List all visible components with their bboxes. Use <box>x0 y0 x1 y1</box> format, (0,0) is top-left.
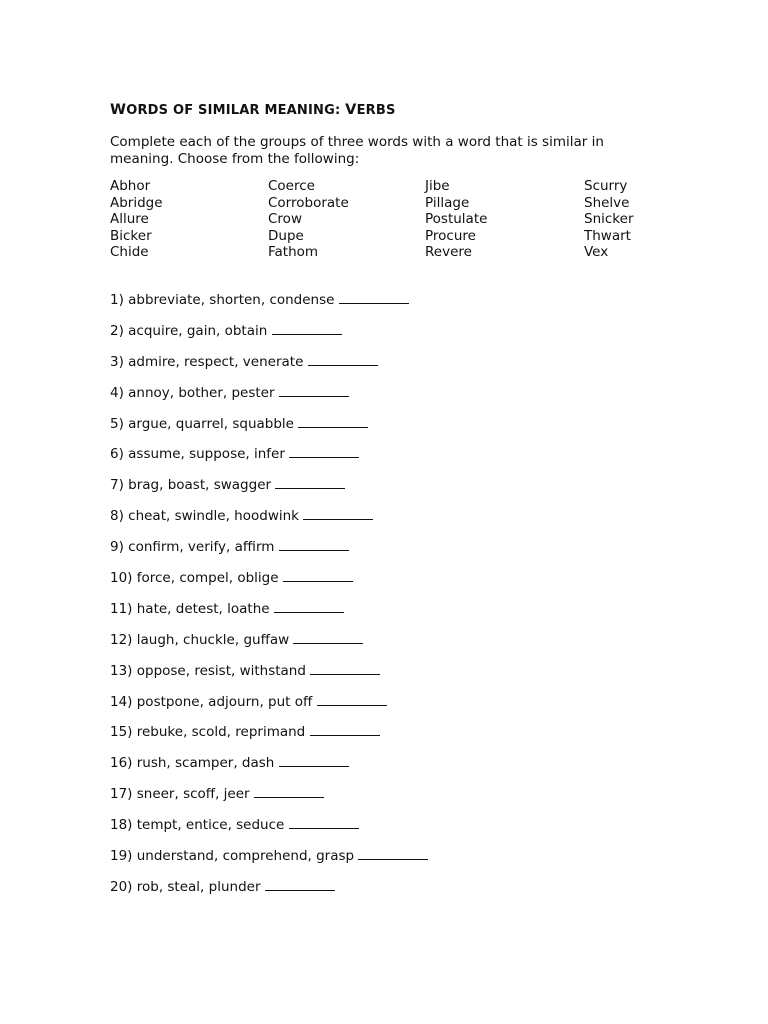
word-bank-word: Revere <box>425 244 472 260</box>
question-text: 17) sneer, scoff, jeer <box>110 786 250 803</box>
question-text: 13) oppose, resist, withstand <box>110 662 306 679</box>
question-text: 9) confirm, verify, affirm <box>110 539 275 556</box>
answer-blank[interactable] <box>308 353 378 366</box>
word-bank-word: Vex <box>584 244 609 260</box>
word-bank-word: Abridge <box>110 194 163 211</box>
question-text: 10) force, compel, oblige <box>110 570 279 587</box>
question-item <box>110 878 428 909</box>
question-item <box>110 384 428 415</box>
word-bank <box>110 178 670 263</box>
answer-blank[interactable] <box>289 445 359 458</box>
word-bank-word: Dupe <box>268 227 304 244</box>
answer-blank[interactable] <box>317 693 387 706</box>
word-bank-word: Postulate <box>425 211 488 227</box>
question-item <box>110 538 428 569</box>
question-item <box>110 291 428 322</box>
question-item <box>110 816 428 847</box>
word-bank-word: Procure <box>425 227 476 244</box>
answer-blank[interactable] <box>283 569 353 582</box>
answer-blank[interactable] <box>310 723 380 736</box>
question-item <box>110 662 428 693</box>
title-initial-w: W <box>110 102 127 118</box>
word-bank-column-3 <box>425 178 487 261</box>
word-bank-word: Thwart <box>584 227 631 244</box>
question-text: 2) acquire, gain, obtain <box>110 322 268 339</box>
question-item <box>110 631 428 662</box>
answer-blank[interactable] <box>293 631 363 644</box>
answer-blank[interactable] <box>303 507 373 520</box>
word-bank-word: Shelve <box>584 194 630 211</box>
question-item <box>110 353 428 384</box>
word-bank-word: Snicker <box>584 211 634 227</box>
word-bank-word: Crow <box>268 211 302 227</box>
answer-blank[interactable] <box>310 662 380 675</box>
title-text-part2: ERBS <box>356 103 396 118</box>
answer-blank[interactable] <box>279 754 349 767</box>
word-bank-column-2 <box>268 178 349 261</box>
question-item <box>110 785 428 816</box>
question-text: 11) hate, detest, loathe <box>110 600 270 617</box>
answer-blank[interactable] <box>272 322 342 335</box>
word-bank-word: Bicker <box>110 227 152 244</box>
question-item <box>110 507 428 538</box>
word-bank-column-4 <box>584 178 634 261</box>
question-text: 18) tempt, entice, seduce <box>110 817 285 834</box>
word-bank-column-1 <box>110 178 163 261</box>
answer-blank[interactable] <box>275 476 345 489</box>
question-text: 3) admire, respect, venerate <box>110 353 304 370</box>
word-bank-word: Abhor <box>110 178 151 194</box>
word-bank-word: Corroborate <box>268 194 349 211</box>
page-title <box>110 102 396 118</box>
question-item <box>110 600 428 631</box>
question-item <box>110 754 428 785</box>
question-text: 6) assume, suppose, infer <box>110 446 285 463</box>
question-text: 15) rebuke, scold, reprimand <box>110 724 306 741</box>
question-text: 4) annoy, bother, pester <box>110 384 275 401</box>
question-text: 16) rush, scamper, dash <box>110 755 275 772</box>
word-bank-word: Scurry <box>584 178 628 194</box>
question-item <box>110 847 428 878</box>
question-text: 19) understand, comprehend, grasp <box>110 848 355 865</box>
answer-blank[interactable] <box>279 384 349 397</box>
question-item <box>110 415 428 446</box>
answer-blank[interactable] <box>298 415 368 428</box>
question-item <box>110 322 428 353</box>
answer-blank[interactable] <box>279 538 349 551</box>
question-text: 1) abbreviate, shorten, condense <box>110 292 335 308</box>
answer-blank[interactable] <box>254 785 324 798</box>
word-bank-word: Fathom <box>268 244 319 260</box>
question-list <box>110 291 428 909</box>
question-text: 8) cheat, swindle, hoodwink <box>110 508 299 525</box>
word-bank-word: Allure <box>110 211 149 227</box>
question-item <box>110 723 428 754</box>
question-item <box>110 569 428 600</box>
word-bank-word: Chide <box>110 244 149 260</box>
instructions-text: Complete each of the groups of three words with a word that is similar in meaning. Choose from the following: <box>110 134 604 167</box>
question-item <box>110 693 428 724</box>
question-text: 20) rob, steal, plunder <box>110 878 261 895</box>
word-bank-word: Coerce <box>268 178 315 194</box>
answer-blank[interactable] <box>265 878 335 891</box>
question-text: 5) argue, quarrel, squabble <box>110 415 294 432</box>
question-text: 7) brag, boast, swagger <box>110 477 272 494</box>
answer-blank[interactable] <box>358 847 428 860</box>
answer-blank[interactable] <box>274 600 344 613</box>
question-item <box>110 445 428 476</box>
title-text-part1: ORDS OF SIMILAR MEANING: <box>126 103 346 118</box>
title-initial-v: V <box>345 102 357 118</box>
question-item <box>110 476 428 507</box>
word-bank-word: Jibe <box>425 178 450 194</box>
word-bank-word: Pillage <box>425 194 470 211</box>
answer-blank[interactable] <box>339 291 409 304</box>
question-text: 12) laugh, chuckle, guffaw <box>110 631 290 648</box>
question-text: 14) postpone, adjourn, put off <box>110 693 313 710</box>
answer-blank[interactable] <box>289 816 359 829</box>
